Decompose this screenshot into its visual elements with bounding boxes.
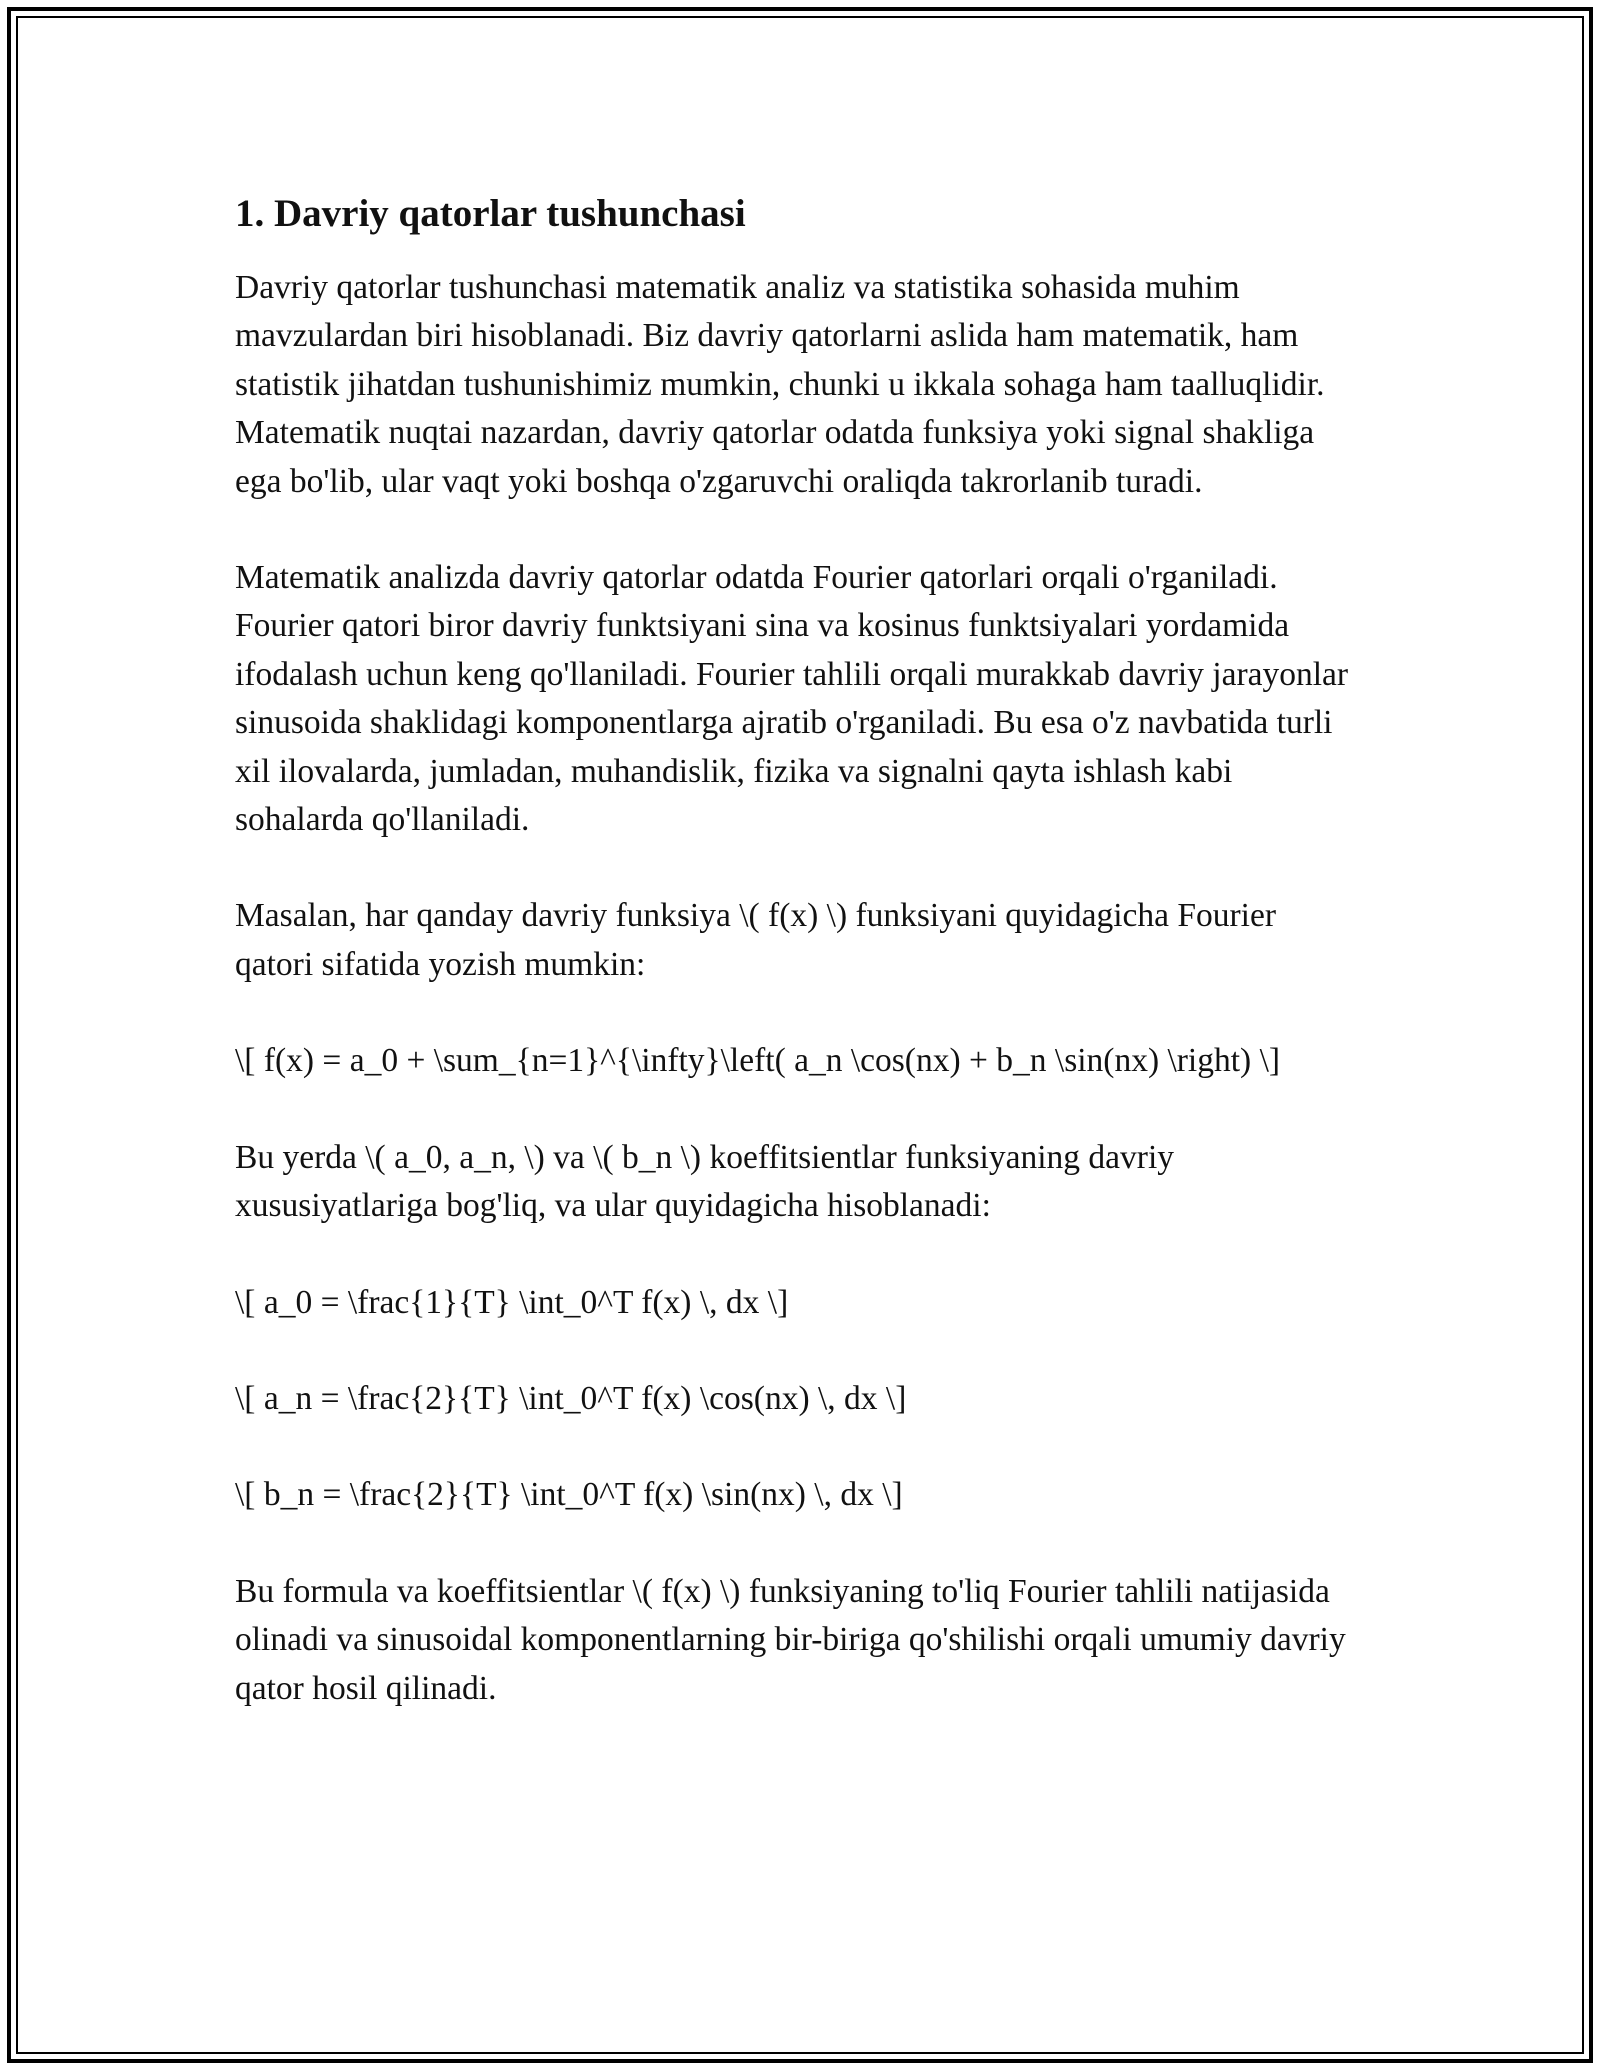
paragraph-coefficients: Bu yerda \( a_0, a_n, \) va \( b_n \) koeffitsientlar funksiyaning davriy xususiyatlariga bog'liq, va ular quyidagicha hisoblanadi: <box>235 1138 1174 1225</box>
formula-a0: \[ a_0 = \frac{1}{T} \int_0^T f(x) \, dx \] <box>235 1283 789 1321</box>
document-body <box>235 188 1355 1761</box>
paragraph-example: Masalan, har qanday davriy funksiya \( f(x) \) funksiyani quyidagicha Fourier qatori sifatida yozish mumkin: <box>235 897 1276 983</box>
section-heading: 1. Davriy qatorlar tushunchasi <box>235 192 746 235</box>
paragraph-fourier: Matematik analizda davriy qatorlar odatda Fourier qatorlari orqali o'rganiladi. Fourier qatori biror davriy funktsiyani sina va kosinus funktsiyalari yordamida ifodalash uchun keng qo'llaniladi. Fourier tahlili orqali murakkab davriy jarayonlar sinusoida shaklidagi komponentlarga ajratib o'rganiladi. Bu esa o'z navbatida turli xil ilovalarda, jumladan, muhandislik, fizika va signalni qayta ishlash kabi sohalarda qo'llaniladi. <box>235 559 1349 839</box>
paragraph-intro: Davriy qatorlar tushunchasi matematik analiz va statistika sohasida muhim mavzulardan biri hisoblanadi. Biz davriy qatorlarni aslida ham matematik, ham statistik jihatdan tushunishimiz mumkin, chunki u ikkala sohaga ham taalluqlidir. Matematik nuqtai nazardan, davriy qatorlar odatda funksiya yoki signal shakliga ega bo'lib, ular vaqt yoki boshqa o'zgaruvchi oraliqda takrorlanib turadi. <box>235 269 1325 500</box>
formula-bn: \[ b_n = \frac{2}{T} \int_0^T f(x) \sin(nx) \, dx \] <box>235 1476 903 1514</box>
formula-fourier-series: \[ f(x) = a_0 + \sum_{n=1}^{\infty}\left( a_n \cos(nx) + b_n \sin(nx) \right) \] <box>235 1042 1281 1080</box>
formula-an: \[ a_n = \frac{2}{T} \int_0^T f(x) \cos(nx) \, dx \] <box>235 1379 907 1417</box>
paragraph-conclusion: Bu formula va koeffitsientlar \( f(x) \) funksiyaning to'liq Fourier tahlili natijasida olinadi va sinusoidal komponentlarning bir-biriga qo'shilishi orqali umumiy davriy qator hosil qilinadi. <box>235 1572 1346 1707</box>
